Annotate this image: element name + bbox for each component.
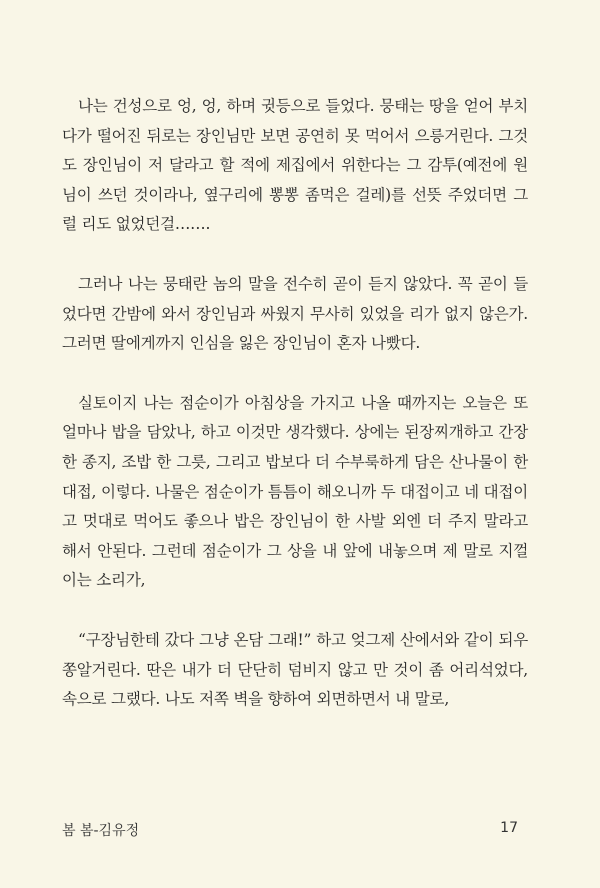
- paragraph-4: “구장님한테 갔다 그냥 온담 그래!” 하고 엊그제 산에서와 같이 되우 쫑알거린다. 딴은 내가 더 단단히 덤비지 않고 만 것이 좀 어리석었다, 속으로 그랬다. 나도 저쪽 벽을 향하여 외면하면서 내 말로,: [62, 630, 528, 709]
- footer-book-title: 봄 봄-김유정: [62, 823, 140, 839]
- paragraph-2: 그러나 나는 뭉태란 놈의 말을 전수히 곧이 듣지 않았다. 꼭 곧이 들었다면 간밤에 와서 장인님과 싸웠지 무사히 있었을 리가 없지 않은가. 그러면 딸에게까지 인심을 잃은 장인님이 혼자 나빴다.: [62, 274, 528, 353]
- body-text: [62, 92, 528, 715]
- paragraph-3: 실토이지 나는 점순이가 아침상을 가지고 나올 때까지는 오늘은 또 얼마나 밥을 담았나, 하고 이것만 생각했다. 상에는 된장찌개하고 간장 한 종지, 조밥 한 그릇, 그리고 밥보다 더 수부룩하게 담은 산나물이 한 대접, 이렇다. 나물은 점순이가 틈틈이 해오니까 두 대접이고 네 대접이고 멋대로 먹어도 좋으나 밥은 장인님이 한 사발 외엔 더 주지 말라고 해서 안된다. 그런데 점순이가 그 상을 내 앞에 내놓으며 제 말로 지껄이는 소리가,: [62, 393, 528, 590]
- paragraph-1: 나는 건성으로 엉, 엉, 하며 귓등으로 들었다. 뭉태는 땅을 얻어 부치다가 떨어진 뒤로는 장인님만 보면 공연히 못 먹어서 으릉거린다. 그것도 장인님이 저 달라고 할 적에 제집에서 위한다는 그 감투(예전에 원님이 쓰던 것이라나, 옆구리에 뽕뽕 좀먹은 걸레)를 선뜻 주었더면 그럴 리도 없었던걸…….: [62, 97, 528, 234]
- page-number: 17: [500, 820, 518, 836]
